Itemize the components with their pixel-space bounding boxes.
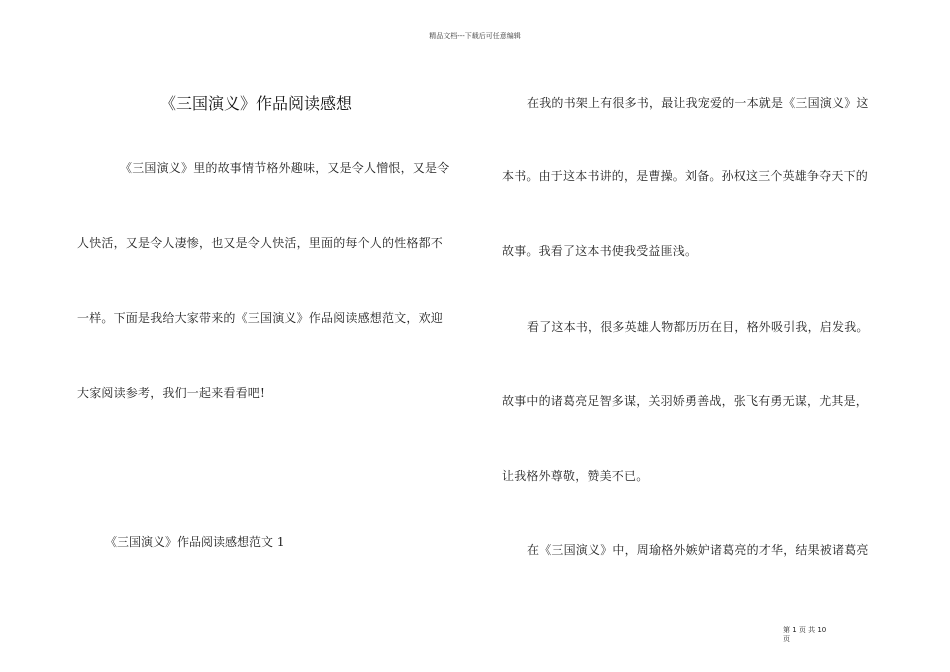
page-header: 精品文档---下载后可任意编辑: [429, 32, 521, 40]
left-paragraph-line-2: 人快活，又是令人凄惨，也又是令人快活，里面的每个人的性格都不: [77, 236, 444, 250]
right-paragraph-line-3: 故事。我看了这本书使我受益匪浅。: [502, 244, 698, 258]
left-paragraph-line-4: 大家阅读参考，我们一起来看看吧!: [77, 386, 266, 400]
page-number: 第 1 页 共 10 页: [783, 626, 827, 643]
left-paragraph-line-3: 一样。下面是我给大家带来的《三国演义》作品阅读感想范文，欢迎: [77, 311, 444, 325]
right-paragraph-line-4: 看了这本书，很多英雄人物都历历在目，格外吸引我，启发我。: [527, 320, 869, 334]
document-title: 《三国演义》作品阅读感想: [160, 94, 353, 113]
right-paragraph-line-7: 在《三国演义》中，周瑜格外嫉妒诸葛亮的才华，结果被诸葛亮: [527, 543, 869, 557]
left-paragraph-line-1: 《三国演义》里的故事情节格外趣味，又是令人憎恨，又是令: [120, 161, 450, 175]
right-paragraph-line-5: 故事中的诸葛亮足智多谋，关羽娇勇善战，张飞有勇无谋，尤其是，: [502, 394, 869, 408]
right-paragraph-line-1: 在我的书架上有很多书，最让我宠爱的一本就是《三国演义》这: [527, 96, 869, 110]
right-paragraph-line-2: 本书。由于这本书讲的，是曹操。刘备。孙权这三个英雄争夺天下的: [502, 169, 869, 183]
section-subtitle: 《三国演义》作品阅读感想范文 1: [105, 535, 285, 549]
right-paragraph-line-6: 让我格外尊敬，赞美不已。: [502, 469, 649, 483]
